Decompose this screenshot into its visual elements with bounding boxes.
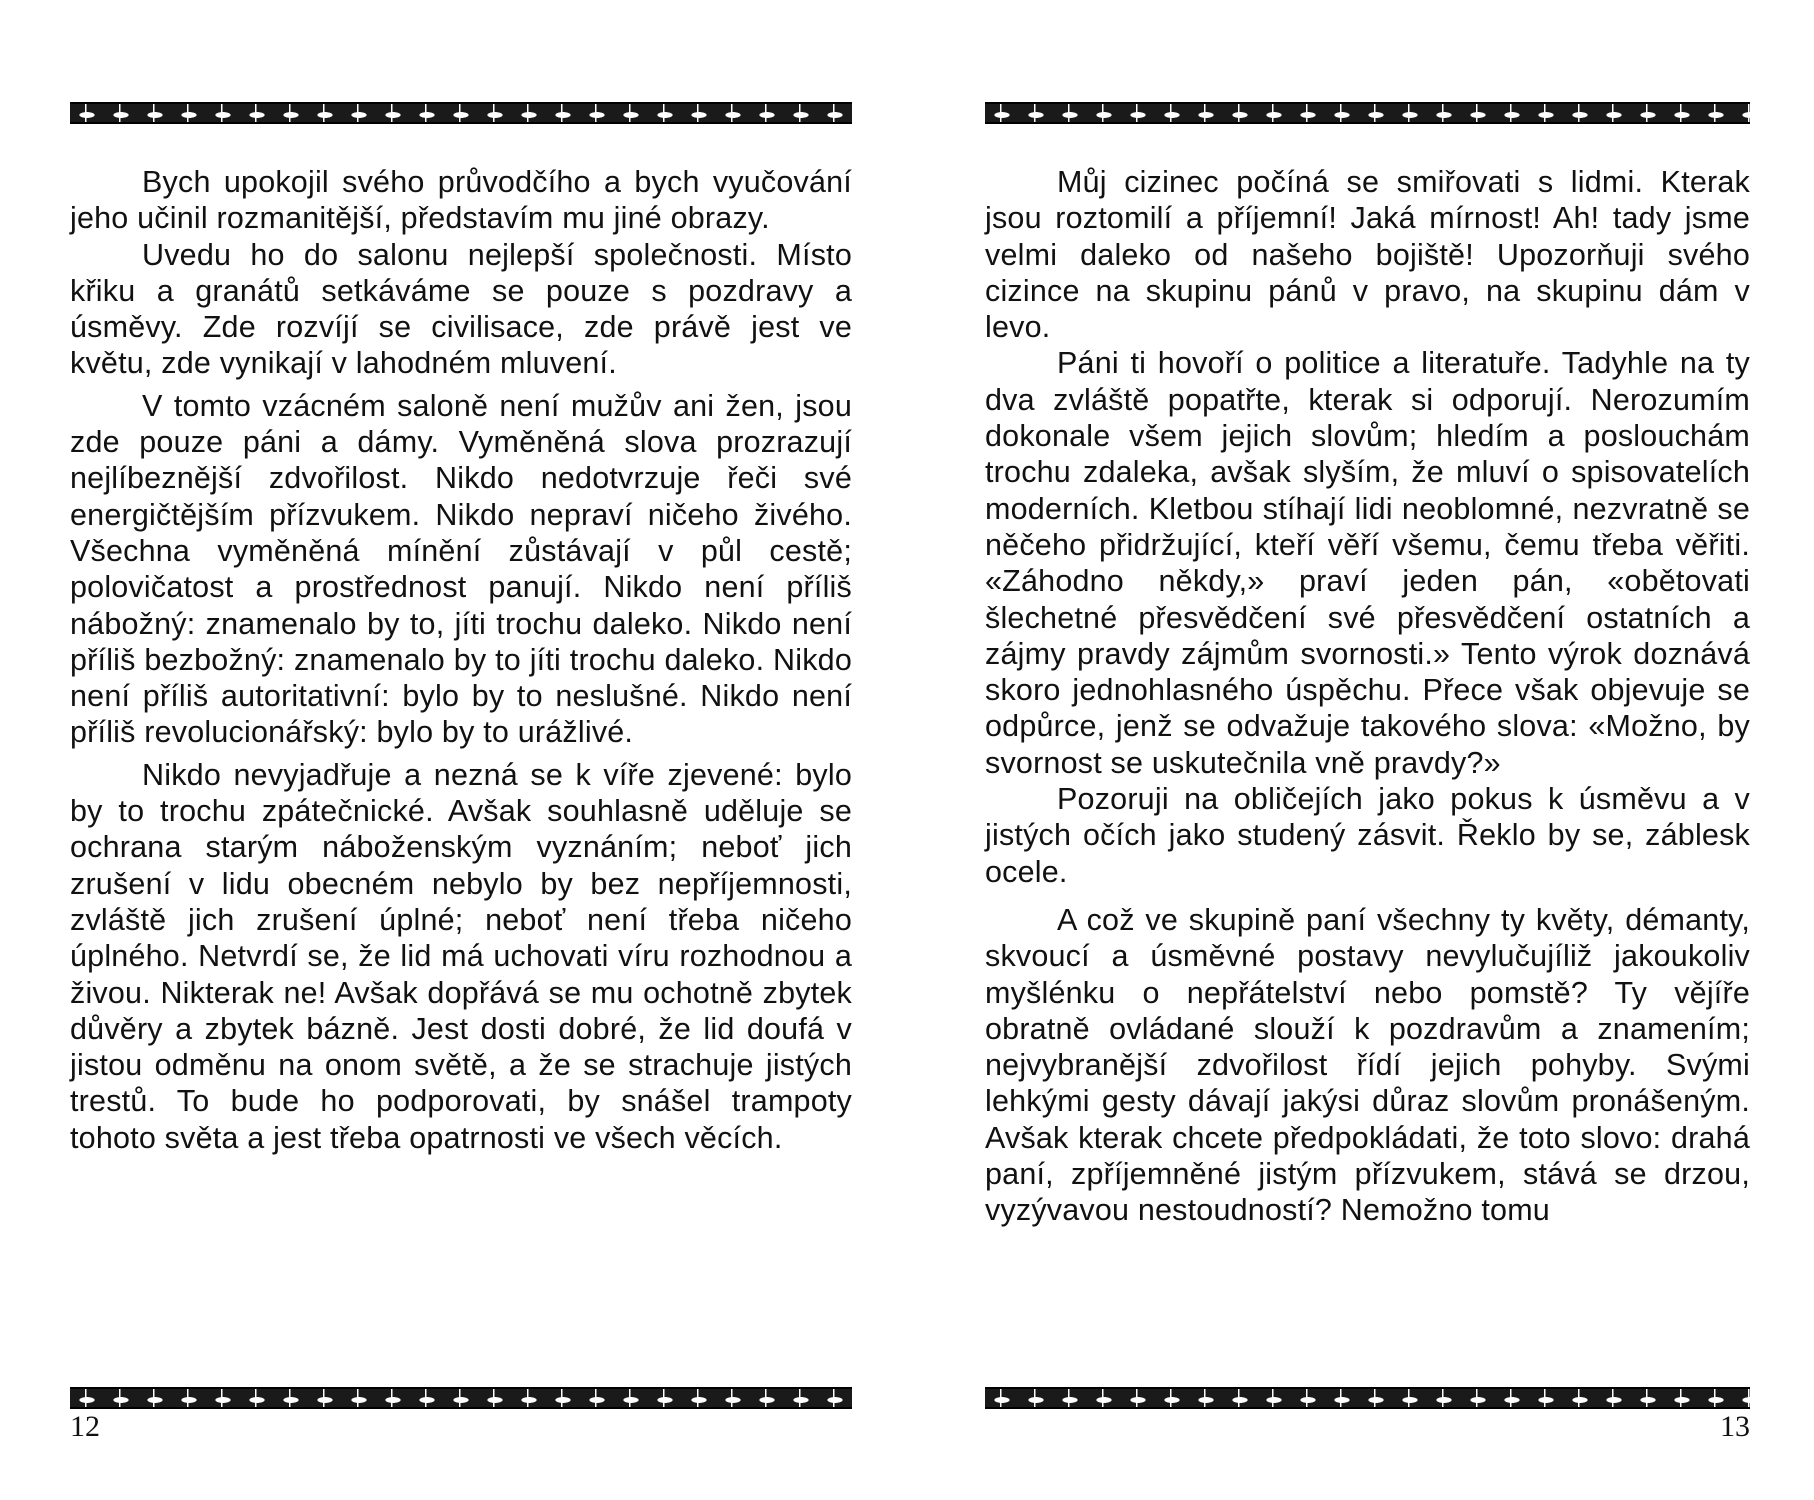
- bottom-ornament-band: [70, 1387, 852, 1409]
- top-ornament-band: [70, 102, 852, 124]
- paragraph: Nikdo nevyjadřuje a nezná se k víře zjevené: bylo by to trochu zpátečnické. Avšak souhlasně uděluje se ochrana starým náboženským vyznáním; neboť jich zrušení v lidu obecném nebylo by bez nepříjemnosti, zvláště jich zrušení úplné; neboť není třeba ničeho úplného. Netvrdí se, že lid má uchovati víru rozhodnou a živou. Nikterak ne! Avšak dopřává se mu ochotně zbytek důvěry a zbytek bázně. Jest dosti dobré, že lid doufá v jistou odměnu na onom světě, a že se strachuje jistých trestů. To bude ho podporovati, by snášel trampoty tohoto světa a jest třeba opatrnosti ve všech věcích.: [70, 757, 852, 1155]
- left-page-text: [70, 164, 852, 1156]
- top-ornament-band: [985, 102, 1750, 124]
- bottom-ornament-band: [985, 1387, 1750, 1409]
- paragraph: Páni ti hovoří o politice a literatuře. Tadyhle na ty dva zvláště popatřte, kterak si odporují. Nerozumím dokonale všem jejich slovům; hledím a poslouchám trochu zdaleka, avšak slyším, že mluví o spisovatelích moderních. Kletbou stíhají lidi neoblomné, nezvratně se něčeho přidržující, kteří věří všemu, čemu třeba věřiti. «Záhodno někdy,» praví jeden pán, «obětovati šlechetné přesvědčení své přesvědčení ostatních a zájmy pravdy zájmům svornosti.» Tento výrok doznává skoro jednohlasného úspěchu. Přece však objevuje se odpůrce, jenž se odvažuje takového slova: «Možno, by svornost se uskutečnila vně pravdy?»: [985, 346, 1750, 780]
- paragraph: V tomto vzácném saloně není mužův ani žen, jsou zde pouze páni a dámy. Vyměněná slova prozrazují nejlíbeznější zdvořilost. Nikdo nedotvrzuje řeči své energičtějším přízvukem. Nikdo nepraví ničeho živého. Všechna vyměněná mínění zůstávají v půl cestě; polovičatost a prostřednost panují. Nikdo není příliš nábožný: znamenalo by to, jíti trochu daleko. Nikdo není příliš bezbožný: znamenalo by to jíti trochu daleko. Nikdo není příliš autoritativní: bylo by to neslušné. Nikdo není příliš revolucionářský: bylo by to urážlivé.: [70, 388, 852, 750]
- page-number: 12: [70, 1410, 100, 1443]
- paragraph: Bych upokojil svého průvodčího a bych vyučování jeho učinil rozmanitější, představím mu jiné obrazy.: [70, 165, 852, 236]
- page-number: 13: [1720, 1410, 1750, 1443]
- paragraph: A což ve skupině paní všechny ty květy, démanty, skvoucí a úsměvné postavy nevylučujíliž jakoukoliv myšlénku o nepřátelství nebo pomstě? Ty vějíře obratně ovládané slouží k pozdravům a znamením; nejvybranější zdvořilost řídí jejich pohyby. Svými lehkými gesty dávají jakýsi důraz slovům pronášeným. Avšak kterak chcete předpokládati, že toto slovo: drahá paní, zpříjemněné jistým přízvukem, stává se drzou, vyzývavou nestoudností? Nemožno tomu: [985, 902, 1750, 1228]
- right-page-text: [985, 164, 1750, 1229]
- paragraph: Pozoruji na obličejích jako pokus k úsměvu a v jistých očích jako studený zásvit. Řeklo by se, záblesk ocele.: [985, 782, 1750, 889]
- paragraph: Uvedu ho do salonu nejlepší společnosti. Místo křiku a granátů setkáváme se pouze s pozdravy a úsměvy. Zde rozvíjí se civilisace, zde právě jest ve květu, zde vynikají v lahodném mluvení.: [70, 237, 852, 381]
- paragraph: Můj cizinec počíná se smiřovati s lidmi. Kterak jsou roztomilí a příjemní! Jaká mírnost! Ah! tady jsme velmi daleko od našeho bojiště! Upozorňuji svého cizince na skupinu pánů v pravo, na skupinu dám v levo.: [985, 165, 1750, 345]
